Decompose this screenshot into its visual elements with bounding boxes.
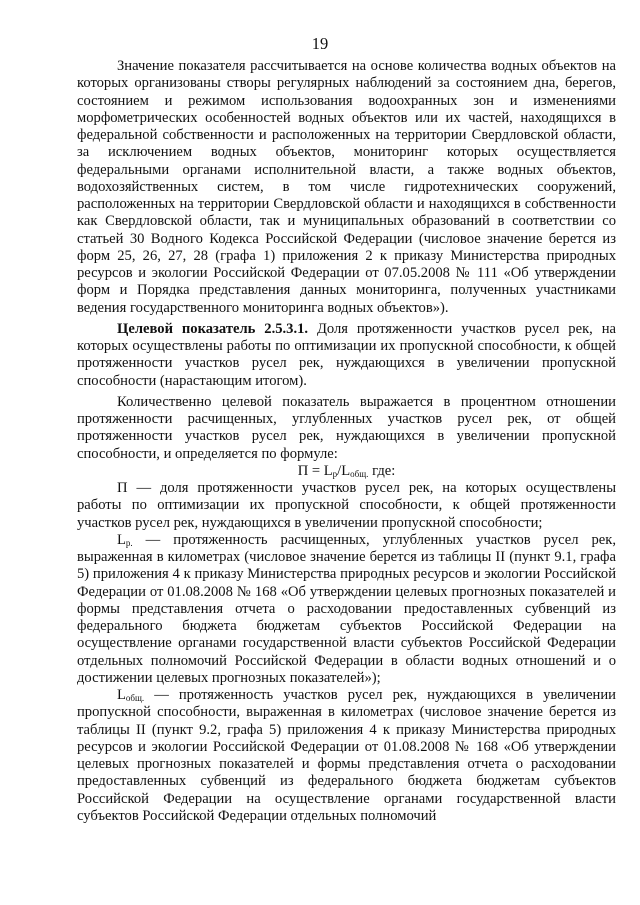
- formula-tail: где:: [368, 462, 396, 479]
- paragraph-definition-ltotal: [77, 687, 616, 825]
- definition-ltotal-text: — протяженность участков русел рек, нуждающихся в увеличении пропускной способности, выраженная в километрах (числовое значение берется из таблицы II (пункт 9.2, графа 5) приложения 4 к приказу Министерства природных ресурсов и экологии Российской Федерации от 01.08.2008 № 168 «Об утверждении целевых прогнозных показателей и формы представления отчета о расходовании предоставленных субвенций из федерального бюджета бюджетам субъектов Российской Федерации на осуществление органами государственной власти субъектов Российской Федерации отдельных полномочий: [77, 687, 616, 824]
- paragraph-quantitative-expression: Количественно целевой показатель выражается в процентном отношении протяженности расчищенных, углубленных участков русел рек, от общей протяженности участков русел рек, нуждающихся в увеличении пропускной способности, и определяется по формуле:: [77, 393, 616, 462]
- paragraph-indicator-calculation: Значение показателя рассчитывается на основе количества водных объектов на которых организованы створы регулярных наблюдений за состоянием дна, берегов, состоянием и режимом использования водоохранных зон и изменениями морфометрических особенностей водных объектов или их частей, находящихся в федеральной собственности и расположенных на территории Свердловской области, за исключением водных объектов, мониторинг которых осуществляется федеральными органами исполнительной власти, а также водных объектов, водохозяйственных систем, в том числе гидротехнических сооружений, расположенных на территории Свердловской области и находящихся в собственности как Свердловской области, так и муниципальных образований в соответствии со статьей 30 Водного Кодекса Российской Федерации (числовое значение берется из форм 25, 26, 27, 28 (графа 1) приложения 2 к приказу Министерства природных ресурсов и экологии Российской Федерации от 07.05.2008 № 111 «Об утверждении форм и Порядка представления данных мониторинга, полученных участниками ведения государственного мониторинга водных объектов»).: [77, 58, 616, 316]
- paragraph-definition-p: П — доля протяженности участков русел рек, на которых осуществлены работы по оптимизации их пропускной способности, к общей протяженности участков русел рек, нуждающихся в увеличении пропускной способности;: [77, 480, 616, 531]
- paragraph-definition-lr: [77, 532, 616, 687]
- paragraph-target-indicator: [77, 321, 616, 390]
- variable-l-total: L: [117, 687, 126, 703]
- formula: [77, 463, 616, 480]
- document-body: [77, 58, 616, 825]
- variable-subscript-total: общ.: [125, 693, 145, 703]
- target-indicator-text: Доля протяженности участков русел рек, на которых осуществлены работы по оптимизации их пропускной способности, к общей протяженности участков русел рек, нуждающихся в увеличении пропускной способности (нарастающим итогом).: [77, 320, 616, 389]
- formula-subscript-total: общ.: [350, 468, 369, 479]
- formula-divider: /L: [337, 462, 351, 479]
- variable-l: L: [117, 531, 126, 548]
- variable-subscript-r: р.: [125, 537, 133, 548]
- definition-lr-text: — протяженность расчищенных, углубленных участков русел рек, выраженная в километрах (числовое значение берется из таблицы II (пункт 9.1, графа 5) приложения 4 к приказу Министерства природных ресурсов и экологии Российской Федерации от 01.08.2008 № 168 «Об утверждении целевых прогнозных показателей и формы представления отчета о расходовании предоставленных субвенций из федерального бюджета бюджетам субъектов Российской Федерации на осуществление органами государственной власти субъектов Российской Федерации отдельных полномочий Российской Федерации в области водных отношений и о достижении целевых прогнозных показателей»);: [77, 531, 616, 686]
- formula-subscript-r: р: [332, 468, 338, 479]
- page-number: 19: [311, 34, 329, 53]
- formula-lhs: П = L: [297, 462, 333, 479]
- target-indicator-heading: Целевой показатель 2.5.3.1.: [117, 320, 309, 337]
